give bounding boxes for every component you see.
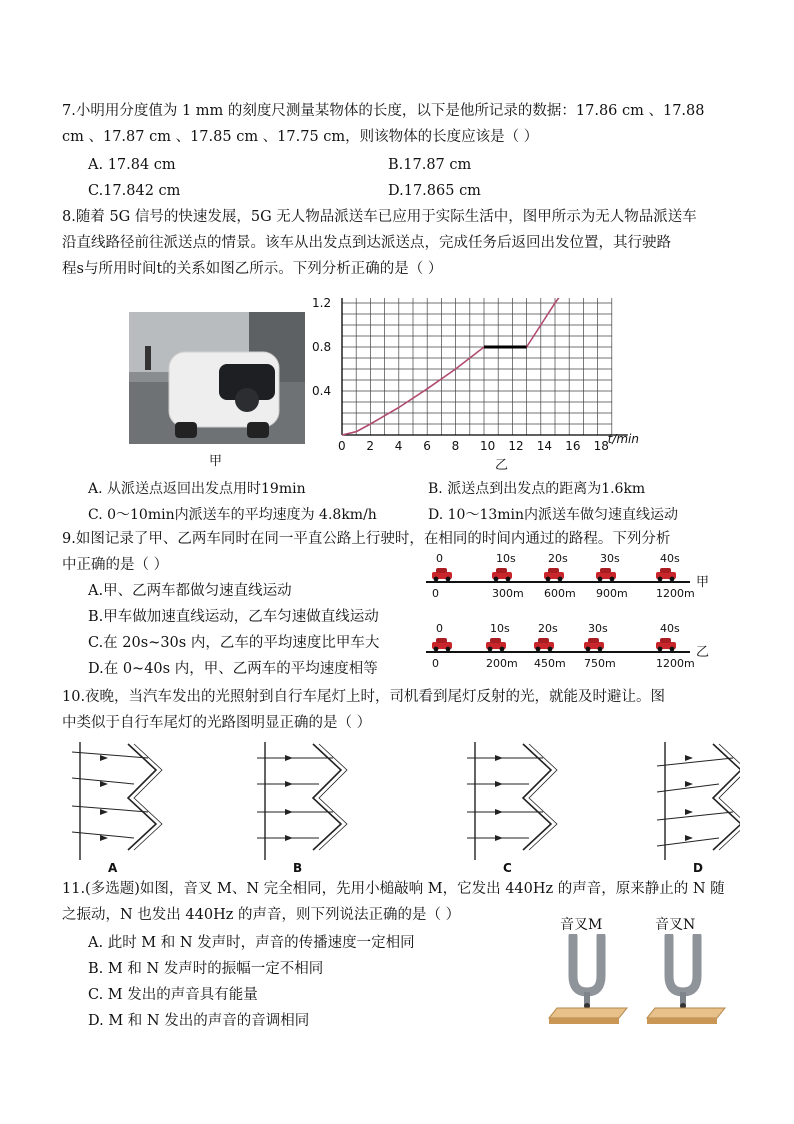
q8-option-d: D. 10～13min内派送车做匀速直线运动 — [428, 507, 679, 523]
car-icon — [534, 638, 554, 651]
car-jia-time-label: 40s — [660, 552, 680, 565]
q11-stem-line1: 11.(多选题)如图，音叉 M、N 完全相同，先用小槌敲响 M，它发出 440Hz 的声音，原来静止的 N 随 — [62, 881, 725, 897]
q9-stem-line1: 9.如图记录了甲、乙两车同时在同一平直公路上行驶时，在相同的时间内通过的路程。下列分析 — [62, 531, 671, 547]
option-label-b: B — [293, 861, 303, 875]
q8-stem-line3: 程s与所用时间t的关系如图乙所示。下列分析正确的是（ ） — [62, 261, 443, 277]
tuning-fork-m — [573, 936, 601, 1009]
car-jia-label: 甲 — [696, 575, 710, 590]
q7-stem-line1: 7.小明用分度值为 1 mm 的刻度尺测量某物体的长度，以下是他所记录的数据：17.86 cm 、17.88 — [62, 103, 705, 119]
q8-option-c: C. 0～10min内派送车的平均速度为 4.8km/h — [88, 507, 377, 523]
x-tick-label: 6 — [423, 439, 431, 453]
x-tick-label: 8 — [451, 439, 460, 453]
option-label-d: D — [693, 861, 703, 875]
y-tick-label: 0.4 — [312, 384, 332, 398]
q7-option-c: C.17.842 cm — [88, 183, 181, 199]
q7-option-b: B.17.87 cm — [388, 157, 472, 173]
car-yi-time-label: 0 — [436, 622, 443, 635]
car-icon — [656, 568, 676, 581]
q10-stem-line2: 中类似于自行车尾灯的光路图明显正确的是（ ） — [62, 715, 372, 731]
fork-m-label: 音叉M — [560, 917, 603, 933]
car-icon — [486, 638, 506, 651]
q9-option-d: D.在 0~40s 内，甲、乙两车的平均速度相等 — [88, 661, 378, 677]
reflector-diagram-d — [657, 742, 740, 860]
tuning-fork-n — [669, 936, 697, 1009]
q11-stem-line2: 之振动，N 也发出 440Hz 的声音，则下列说法正确的是（ ） — [62, 907, 461, 923]
car-jia-time-label: 10s — [496, 552, 516, 565]
q9-option-c: C.在 20s~30s 内，乙车的平均速度比甲车大 — [88, 635, 380, 651]
car-icon — [432, 638, 452, 651]
car-yi-time-label: 10s — [490, 622, 510, 635]
car-icon — [596, 568, 616, 581]
q10-stem-line1: 10.夜晚，当汽车发出的光照射到自行车尾灯上时，司机看到尾灯反射的光，就能及时避让。图 — [62, 689, 666, 705]
q8-stem-line2: 沿直线路径前往派送点的情景。该车从出发点到达派送点，完成任务后返回出发位置，其行驶路 — [62, 235, 671, 251]
q7-option-d: D.17.865 cm — [388, 183, 481, 199]
car-jia-time-label: 20s — [548, 552, 568, 565]
car-yi-time-label: 40s — [660, 622, 680, 635]
figure-caption-jia: 甲 — [209, 454, 223, 469]
q7-option-a: A. 17.84 cm — [88, 157, 176, 173]
fork-n-label: 音叉N — [655, 917, 696, 933]
car-yi-distance-label: 450m — [534, 657, 566, 670]
car-jia-time-label: 30s — [600, 552, 620, 565]
car-yi-label: 乙 — [696, 645, 710, 660]
y-tick-label: 0.8 — [312, 340, 332, 354]
car-jia-distance-label: 1200m — [656, 587, 695, 600]
q8-stem-line1: 8.随着 5G 信号的快速发展，5G 无人物品派送车已应用于实际生活中，图甲所示为无人物品派送车 — [62, 209, 697, 225]
car-jia-distance-label: 600m — [544, 587, 576, 600]
x-tick-label: 14 — [536, 439, 553, 453]
series-line — [342, 298, 612, 435]
reflector-diagram-b — [257, 742, 347, 860]
delivery-vehicle-photo — [129, 312, 305, 444]
x-tick-label: 2 — [366, 439, 375, 453]
option-label-a: A — [108, 861, 118, 875]
x-tick-label: 10 — [480, 439, 496, 453]
x-tick-label: 18 — [593, 439, 609, 453]
q8-option-a: A. 从派送点返回出发点用时19min — [88, 481, 306, 497]
car-track-figure — [420, 548, 710, 678]
car-jia-distance-label: 300m — [492, 587, 524, 600]
car-yi-distance-label: 750m — [584, 657, 616, 670]
car-yi-time-label: 30s — [588, 622, 608, 635]
reflector-light-path-figures — [60, 740, 740, 875]
q11-option-a: A. 此时 M 和 N 发声时，声音的传播速度一定相同 — [88, 935, 415, 951]
car-jia-distance-label: 900m — [596, 587, 628, 600]
q11-option-d: D. M 和 N 发出的声音的音调相同 — [88, 1013, 310, 1029]
figure-caption-yi: 乙 — [495, 458, 509, 473]
tuning-forks-figure — [545, 934, 745, 1026]
q11-option-c: C. M 发出的声音具有能量 — [88, 987, 258, 1003]
y-tick-label: 1.2 — [312, 298, 332, 310]
x-axis-label: t/min — [607, 432, 639, 446]
q9-stem-line2: 中正确的是（ ） — [62, 557, 169, 573]
car-yi-distance-label: 200m — [486, 657, 518, 670]
distance-time-chart — [310, 298, 665, 460]
car-icon — [432, 568, 452, 581]
q9-option-a: A.甲、乙两车都做匀速直线运动 — [88, 583, 292, 599]
car-yi-distance-label: 0 — [432, 657, 439, 670]
x-tick-label: 4 — [394, 439, 403, 453]
x-tick-label: 0 — [338, 439, 346, 453]
x-tick-label: 12 — [508, 439, 524, 453]
car-icon — [584, 638, 604, 651]
reflector-diagram-c — [467, 742, 557, 860]
x-tick-label: 16 — [565, 439, 581, 453]
car-icon — [544, 568, 564, 581]
reflector-diagram-a — [72, 742, 162, 860]
q8-option-b: B. 派送点到出发点的距离为1.6km — [428, 481, 646, 497]
car-yi-distance-label: 1200m — [656, 657, 695, 670]
car-jia-distance-label: 0 — [432, 587, 439, 600]
q7-stem-line2: cm 、17.87 cm 、17.85 cm 、17.75 cm，则该物体的长度应该是（ ） — [62, 129, 539, 145]
car-jia-time-label: 0 — [436, 552, 443, 565]
q11-option-b: B. M 和 N 发声时的振幅一定不相同 — [88, 961, 324, 977]
car-icon — [656, 638, 676, 651]
car-icon — [492, 568, 512, 581]
car-yi-time-label: 20s — [538, 622, 558, 635]
option-label-c: C — [503, 861, 512, 875]
q9-option-b: B.甲车做加速直线运动，乙车匀速做直线运动 — [88, 609, 379, 625]
